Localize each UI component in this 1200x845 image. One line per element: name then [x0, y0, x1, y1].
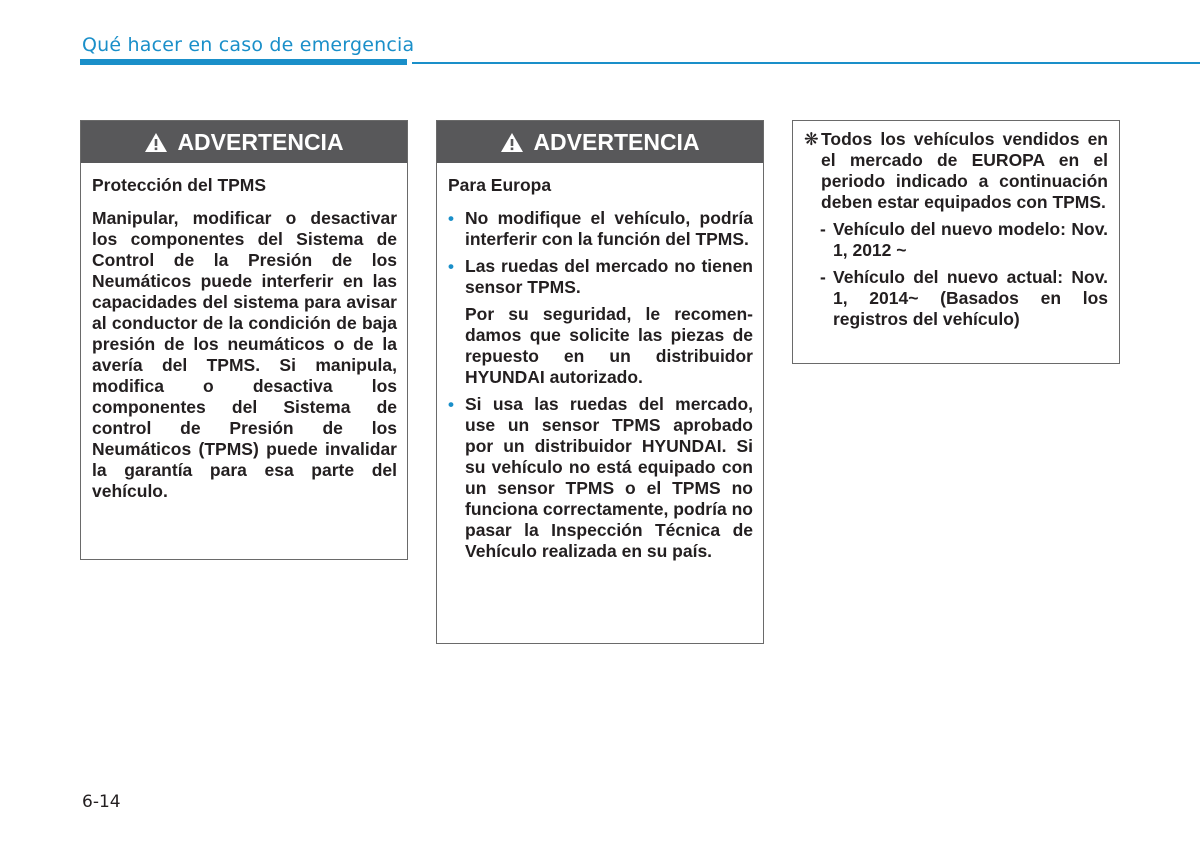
- bullet-icon: •: [448, 257, 454, 276]
- note-item-text: Vehículo del nuevo modelo: Nov. 1, 2012 ~: [833, 219, 1108, 260]
- note-list: [804, 219, 1108, 330]
- warning-triangle-icon: [500, 132, 524, 153]
- list-item: [448, 394, 753, 562]
- warning-triangle-icon: [144, 132, 168, 153]
- warning-paragraph: Manipular, modificar o desactivar los componentes del Sistema de Control de la Presión de los Neumáticos puede interferir en las capacidades del sistema para avisar al conductor de la condición de baja presión de los neumáticos o de la avería del TPMS. Si manipula, modifica o desactiva los componentes del Sistema de control de Presión de los Neumáticos (TPMS) puede invalidar la garantía para esa parte del vehículo.: [92, 208, 397, 501]
- bullet-icon: •: [448, 395, 454, 414]
- header-rule-thin: [412, 62, 1200, 64]
- bullet-list: [448, 208, 753, 562]
- note-item-text: Vehículo del nuevo actual: Nov. 1, 2014~ (Basados en los registros del vehículo): [833, 267, 1108, 329]
- warning-subtitle: Para Europa: [448, 175, 552, 195]
- warning-box-tpms-protection: [80, 120, 408, 560]
- dash-marker: -: [820, 267, 826, 287]
- page-number: 6-14: [82, 792, 121, 812]
- warning-header: [437, 121, 763, 163]
- asterisk-icon: ❋: [804, 129, 819, 149]
- header-rule-thick: [80, 59, 407, 65]
- list-item: [448, 256, 753, 388]
- bullet-text: Si usa las ruedas del mercado, use un sensor TPMS aprobado por un distribuidor HYUNDAI. Si su vehículo no está equipado con un sensor TPMS o el TPMS no funciona correctamente, podría no pasar la Inspección Técnica de Vehículo realizada en su país.: [465, 394, 753, 561]
- dash-marker: -: [820, 219, 826, 239]
- warning-title: ADVERTENCIA: [533, 128, 700, 155]
- warning-title: ADVERTENCIA: [177, 128, 344, 155]
- warning-header: [81, 121, 407, 163]
- bullet-text: No modifique el vehículo, podría interferir con la función del TPMS.: [465, 208, 753, 249]
- section-title: Qué hacer en caso de emergencia: [82, 34, 415, 56]
- bullet-icon: •: [448, 209, 454, 228]
- bullet-extra-text: Por su seguridad, le recomen-damos que solicite las piezas de repuesto en un distribuidor HYUNDAI autorizado.: [465, 304, 753, 387]
- note-intro-text: Todos los vehículos vendidos en el mercado de EUROPA en el periodo indicado a continuación deben estar equipados con TPMS.: [821, 129, 1108, 212]
- note-intro: [804, 129, 1108, 213]
- warning-subtitle: Protección del TPMS: [92, 175, 267, 195]
- list-item: [804, 219, 1108, 261]
- list-item: [804, 267, 1108, 330]
- note-box-europe-tpms: [792, 120, 1120, 364]
- bullet-text: Las ruedas del mercado no tienen sensor TPMS.: [465, 256, 753, 297]
- warning-box-europe: [436, 120, 764, 644]
- list-item: [448, 208, 753, 250]
